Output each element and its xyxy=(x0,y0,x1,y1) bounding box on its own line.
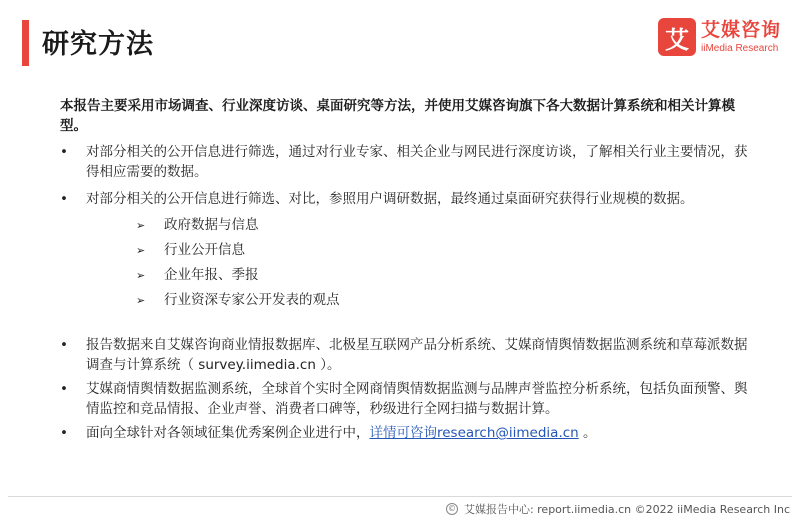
list-item-text: 面向全球针对各领域征集优秀案例企业进行中， xyxy=(86,425,370,441)
arrow-icon: ➢ xyxy=(136,219,146,232)
brand-logo xyxy=(658,18,781,56)
logo-name-en: iiMedia Research xyxy=(701,42,779,54)
sub-list-item-text: 行业资深专家公开发表的观点 xyxy=(164,292,340,308)
logo-name-cn: 艾媒咨询 xyxy=(701,18,782,41)
arrow-icon: ➢ xyxy=(136,244,146,257)
footer xyxy=(446,501,790,517)
page-title: 研究方法 xyxy=(42,29,154,60)
list-item xyxy=(60,189,760,209)
sub-list-item xyxy=(136,213,760,238)
arrow-icon: ➢ xyxy=(136,269,146,282)
bullet-icon: • xyxy=(60,381,68,397)
sub-list xyxy=(136,213,760,313)
bullet-icon: • xyxy=(60,425,68,441)
copyright-icon: © xyxy=(447,504,456,513)
list-item-text: 艾媒商情舆情数据监测系统，全球首个实时全网商情舆情数据监测与品牌声誉监控分析系统，包括负面预警、舆情监控和竞品情报、企业声誉、消费者口碑等，秒级进行全网扫描与数据计算。 xyxy=(86,381,748,417)
bullet-icon: • xyxy=(60,337,68,353)
list-item xyxy=(60,335,760,375)
list-item-text: 报告数据来自艾媒咨询商业情报数据库、北极星互联网产品分析系统、艾媒商情舆情数据监测系统和草莓派数据调查与计算系统（ survey.iimedia.cn ）。 xyxy=(86,337,748,373)
sub-list-item xyxy=(136,263,760,288)
list-item xyxy=(60,142,760,182)
list-item xyxy=(60,423,760,443)
list-item xyxy=(60,379,760,419)
list-item-text: 对部分相关的公开信息进行筛选、对比，参照用户调研数据，最终通过桌面研究获得行业规模的数据。 xyxy=(86,191,694,207)
list-item-text: 对部分相关的公开信息进行筛选，通过对行业专家、相关企业与网民进行深度访谈，了解相关行业主要情况，获得相应需要的数据。 xyxy=(86,144,748,180)
intro-paragraph: 本报告主要采用市场调查、行业深度访谈、桌面研究等方法，并使用艾媒咨询旗下各大数据计算系统和相关计算模型。 xyxy=(60,98,735,134)
sub-list-item-text: 企业年报、季报 xyxy=(164,267,259,283)
bullet-icon: • xyxy=(60,191,68,207)
bullet-icon: • xyxy=(60,144,68,160)
sub-list-item xyxy=(136,288,760,313)
logo-text xyxy=(701,18,782,54)
contact-email-link[interactable]: 详情可咨询research@iimedia.cn xyxy=(369,425,579,441)
logo-mark-icon: 艾 xyxy=(658,18,696,56)
content-body xyxy=(60,96,760,443)
sub-list-item-text: 行业公开信息 xyxy=(164,242,245,258)
footer-divider xyxy=(8,496,792,497)
footer-text: 艾媒报告中心: report.iimedia.cn ©2022 iiMedia Research Inc xyxy=(463,503,790,516)
sub-list-item-text: 政府数据与信息 xyxy=(164,217,259,233)
sub-list-item xyxy=(136,238,760,263)
arrow-icon: ➢ xyxy=(136,294,146,307)
list-item-suffix: 。 xyxy=(578,425,597,441)
title-accent-bar xyxy=(22,20,29,66)
